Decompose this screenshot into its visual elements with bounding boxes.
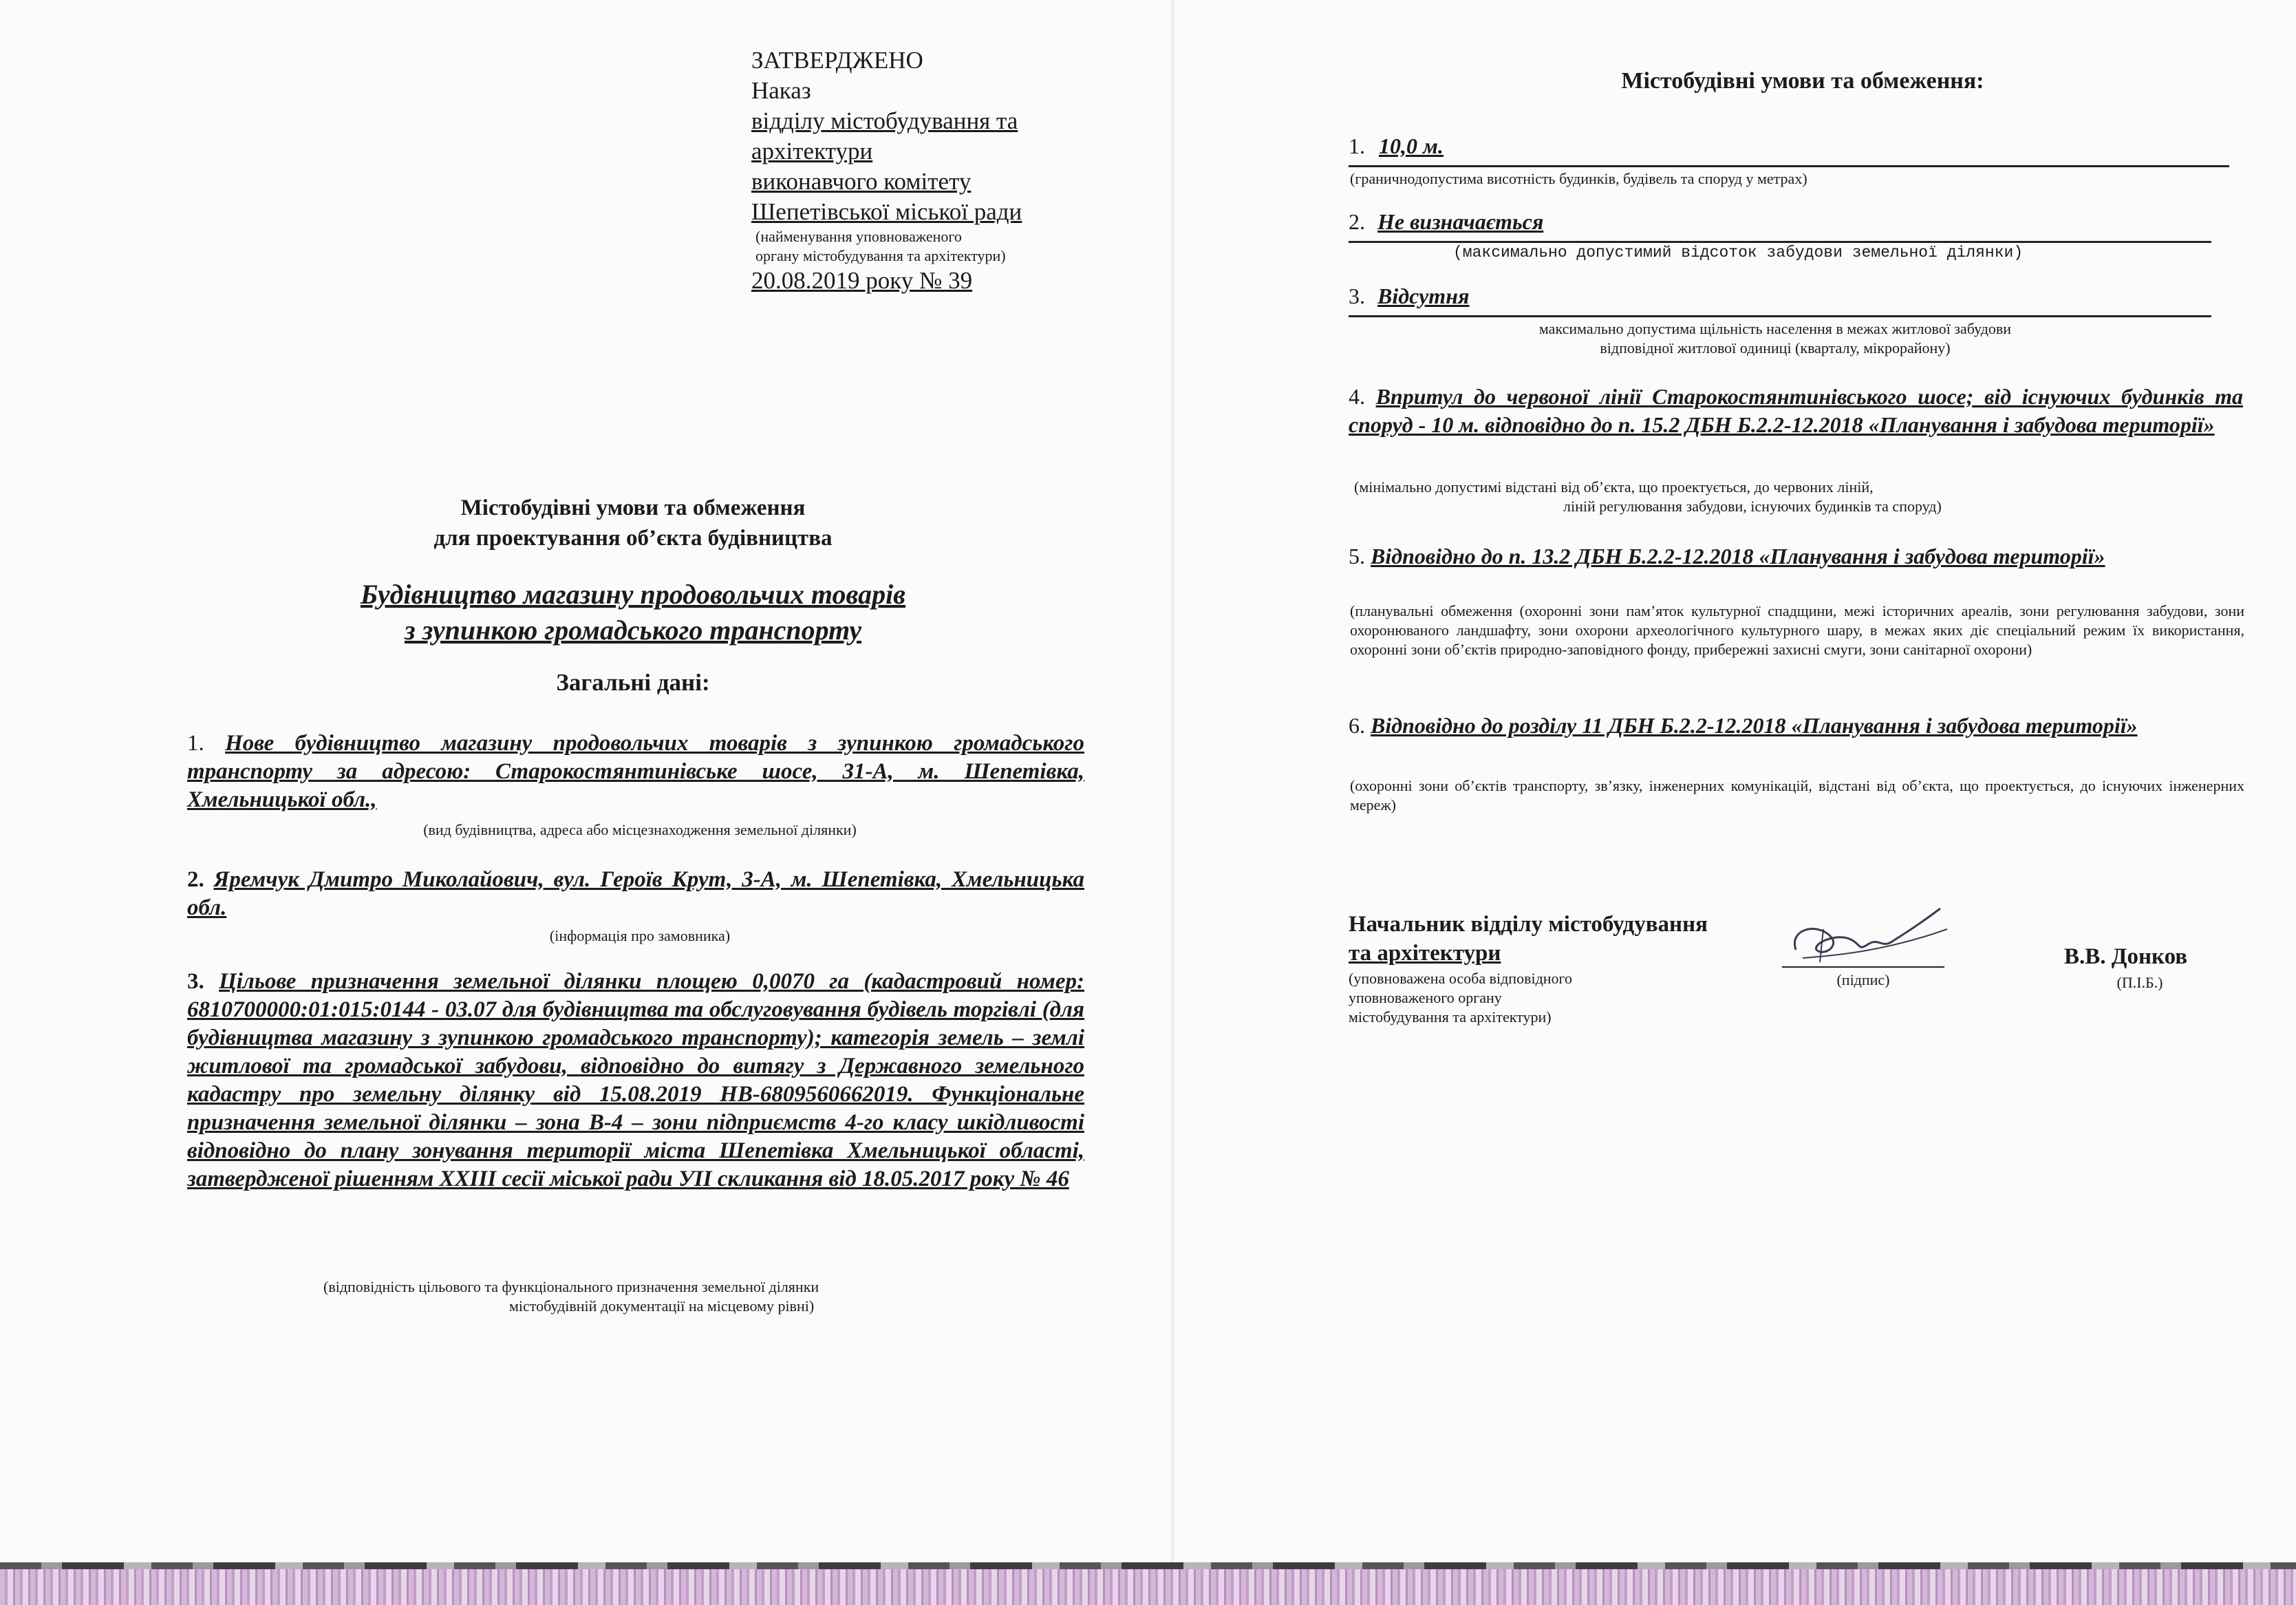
condition-2 [1349, 209, 2211, 243]
condition-3-note-line1: максимально допустима щільність населення в межах житлової забудови [1538, 320, 2012, 337]
condition-5-note: (планувальні обмеження (охоронні зони пам’яток культурної спадщини, межі історичних ареалів, зони регулювання забудови, зони охоронюваного ландшафту, зони охорони археологічного культурного шару, в межах яких діє спеціальний режим їх використання, охоронні зони об’єктів природно-заповідного фонду, прибережні захисні смуги, зони санітарної охорони) [1350, 602, 2244, 658]
condition-5 [1349, 542, 2202, 571]
item-3 [187, 968, 1084, 1193]
condition-3-note [1362, 319, 2188, 358]
title-line2: для проектування об’єкта будівництва [433, 526, 833, 551]
position-note-line2: уповноваженого органу [1349, 989, 1502, 1006]
signature-note: (підпис) [1836, 971, 1890, 988]
item-1-text: Нове будівництво магазину продовольчих товарів з зупинкою громадського транспорту за адресою: Старокостянтинівське шосе, 31-А, м. Шепетівка, Хмельницької обл., [187, 731, 1084, 812]
order-label: Наказ [751, 77, 811, 104]
approval-label: ЗАТВЕРДЖЕНО [751, 47, 923, 74]
position-line2: та архітектури [1349, 941, 1501, 966]
conditions-heading: Містобудівні умови та обмеження: [1621, 68, 1984, 94]
approval-org-line3: виконавчого комітету [751, 168, 972, 195]
title-line1: Містобудівні умови та обмеження [460, 496, 806, 520]
item-2-note: (інформація про замовника) [549, 927, 731, 944]
condition-5-number: 5. [1349, 544, 1365, 568]
condition-6 [1349, 712, 2243, 740]
item-3-note [323, 1277, 1080, 1316]
position-note-line1: (уповноважена особа відповідного [1349, 970, 1573, 987]
approval-block [751, 45, 1109, 296]
condition-2-number: 2. [1349, 209, 1365, 234]
item-2-number: 2. [187, 867, 204, 892]
condition-4-value: Впритул до червоної лінії Старокостянтинівського шосе; від існуючих будинків та споруд - 10 м. відповідно до п. 15.2 ДБН Б.2.2-12.2018 «Планування і забудова території» [1349, 384, 2244, 437]
item-2 [187, 866, 1084, 922]
subject-line1: Будівництво магазину продовольчих товарів [360, 579, 906, 610]
condition-4-note-line2: ліній регулювання забудови, існуючих будинків та споруд) [1563, 498, 1942, 515]
condition-1-value: 10,0 м. [1379, 134, 1444, 158]
condition-4 [1349, 383, 2243, 439]
condition-6-number: 6. [1349, 713, 1365, 738]
general-data-heading: Загальні дані: [556, 669, 710, 696]
condition-6-note: (охоронні зони об’єктів транспорту, зв’язку, інженерних комунікацій, відстані від об’єкта, що проектується, до існуючих інженерних мереж) [1350, 777, 2244, 814]
signatory-name: В.В. Донков [2064, 944, 2188, 969]
item-3-note-line1: (відповідність цільового та функціонального призначення земельної ділянки [323, 1278, 819, 1295]
approval-org-line4: Шепетівської міської ради [751, 198, 1022, 225]
item-1-number: 1. [187, 731, 204, 756]
approval-org-line2: архітектури [751, 138, 873, 164]
condition-4-number: 4. [1349, 384, 1365, 409]
condition-3 [1349, 284, 2211, 317]
item-2-text: Яремчук Дмитро Миколайович, вул. Героїв Крут, 3-А, м. Шепетівка, Хмельницька обл. [187, 867, 1085, 920]
item-1-note: (вид будівництва, адреса або місцезнаходження земельної ділянки) [423, 821, 857, 838]
condition-3-note-line2: відповідної житлової одиниці (кварталу, мікрорайону) [1600, 339, 1951, 357]
position-note-line3: містобудування та архітектури) [1349, 1008, 1552, 1025]
signatory-position-note [1349, 969, 1706, 1027]
approval-note-line1: (найменування уповноваженого [755, 228, 962, 245]
approval-note-line2: органу містобудування та архітектури) [755, 247, 1006, 264]
condition-4-note-line1: (мінімально допустимі відстані від об’єкта, що проектується, до червоних ліній, [1354, 478, 1874, 496]
item-1 [187, 730, 1084, 814]
approval-date-number: 20.08.2019 року № 39 [751, 267, 973, 294]
condition-1 [1349, 134, 2229, 167]
item-3-number: 3. [187, 969, 204, 994]
condition-1-number: 1. [1349, 134, 1365, 158]
condition-3-value: Відсутня [1377, 284, 1470, 308]
signatory-position [1349, 910, 1830, 968]
condition-4-note [1350, 478, 2244, 516]
condition-3-number: 3. [1349, 284, 1365, 308]
item-3-text: Цільове призначення земельної ділянки площею 0,0070 га (кадастровий номер: 6810700000:01:015:0144 - 03.07 для будівництва та обслуговування будівель торгівлі (для будівництва магазину з зупинкою громадського транспорту); категорія земель – землі житлової та громадської забудови, відповідно до витягу з Державного земельного кадастру про земельну ділянку від 15.08.2019 НВ-6809560662019. Функціональне призначення земельної ділянки – зона В-4 – зони підприємств 4-го класу шкідливості відповідно до плану зонування території міста Шепетівка Хмельницької області, затвердженої рішенням XXIII сесії міської ради УІІ скликання від 18.05.2017 року № 46 [187, 969, 1084, 1191]
position-line1: Начальник відділу містобудування [1349, 912, 1708, 937]
approval-org-line1: відділу містобудування та [751, 107, 1018, 134]
page-fold [1171, 0, 1174, 1562]
signatory-name-note: (П.І.Б.) [2116, 974, 2163, 991]
condition-1-note: (граничнодопустима висотність будинків, будівель та споруд у метрах) [1350, 170, 1807, 187]
item-3-note-line2: містобудівній документації на місцевому рівні) [509, 1297, 815, 1315]
condition-5-value: Відповідно до п. 13.2 ДБН Б.2.2-12.2018 «Планування і забудова території» [1371, 544, 2105, 568]
subject-line2: з зупинкою громадського транспорту [404, 615, 862, 646]
condition-2-value: Не визначається [1377, 209, 1544, 234]
document-title [289, 493, 977, 553]
scan-edge-artifact [0, 1562, 2296, 1605]
condition-2-note: (максимально допустимий відсоток забудови земельної ділянки) [1453, 244, 2024, 262]
project-subject [220, 577, 1046, 648]
condition-6-value: Відповідно до розділу 11 ДБН Б.2.2-12.2018 «Планування і забудова території» [1371, 713, 2138, 738]
signature-line [1782, 966, 1944, 968]
